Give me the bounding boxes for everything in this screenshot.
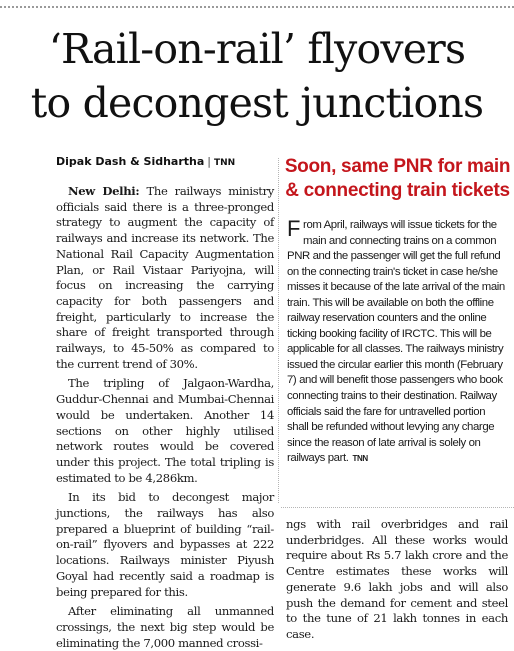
sidebar-body xyxy=(287,218,507,467)
dateline: New Delhi: xyxy=(68,184,140,198)
byline-separator: | xyxy=(207,155,212,168)
byline-authors: Dipak Dash & Sidhartha xyxy=(56,155,205,168)
headline xyxy=(0,22,514,130)
article-paragraph: After eliminating all unmanned crossings, the next big step would be eliminating the 7,000 manned crossi- xyxy=(56,604,274,650)
article-paragraph xyxy=(56,184,274,372)
top-dotted-rule xyxy=(0,6,514,8)
headline-line-1: ‘Rail-on-rail’ flyovers xyxy=(48,25,466,73)
article-paragraph: The tripling of Jalgaon-Wardha, Guddur-Chennai and Mumbai-Chennai would be undertaken. Another 14 sections on other highly utilised network routes would be covered under this project. The total tripling is estimated to be 4,286km. xyxy=(56,376,274,485)
sidebar-title xyxy=(281,155,514,203)
article-continuation: ngs with rail overbridges and rail underbridges. All these works would require about Rs 5.7 lakh crore and the Centre estimates these works will generate 9.6 lakh jobs and will also push the demand for cement and steel to the tune of 21 lakh tonnes in each case. xyxy=(286,517,508,641)
sidebar-box xyxy=(281,155,514,505)
article-body xyxy=(56,184,274,651)
sidebar-bottom-divider xyxy=(281,507,514,508)
paragraph-text: The railways ministry officials said there is a three-pronged strategy to augment the capacity of railways and increase its network. The National Rail Capacity Augmentation Plan, or Rail Vistaar Pariyojna, will focus on increasing the carrying capacity for both passengers and freight, particularly to increase the share of freight transported through railways, to 45-50% as compared to the current trend of 30%. xyxy=(56,184,274,371)
sidebar-title-line-1: Soon, same PNR for main xyxy=(284,156,511,177)
column-divider xyxy=(278,158,279,503)
sidebar-tag: TNN xyxy=(352,454,368,464)
headline-line-2: to decongest junctions xyxy=(30,79,484,127)
article-paragraph: In its bid to decongest major junctions, the railways has also prepared a blueprint of building “rail-on-rail” flyovers and bypasses at 222 locations. Railways minister Piyush Goyal had recently said a roadmap is being prepared for this. xyxy=(56,490,274,599)
byline xyxy=(56,155,235,168)
drop-cap: F xyxy=(287,216,301,241)
sidebar-body-text: rom April, railways will issue tickets for the main and connecting trains on a common PNR and the passenger will get the full refund on the connecting train's ticket in case he/she misses it because of the late arrival of the main train. This will be available on both the offline railway reservation counters and the online ticking booking facility of IRCTC. This will be applicable for all classes. The railways ministry issued the circular earlier this month (February 7) and will benefit those passengers who book connecting trains to their destination. Railway officials said the fare for untravelled portion shall be refunded without levying any charge since the reason of late arrival is solely on railways part. xyxy=(287,219,505,465)
sidebar-title-line-2: & connecting train tickets xyxy=(285,180,510,201)
byline-agency: TNN xyxy=(214,158,236,168)
